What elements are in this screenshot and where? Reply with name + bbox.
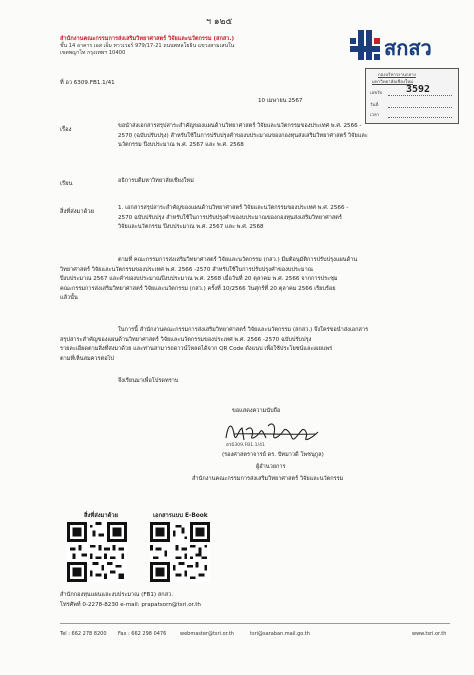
received-stamp — [365, 68, 459, 124]
enclosure-line-3: วิจัยและนวัตกรรม ปีงบประมาณ พ.ศ. 2567 และ พ.ศ. 2568 — [118, 224, 264, 231]
footer-email-saraban[interactable]: tsri@saraban.mail.go.th — [250, 631, 310, 637]
footer-email-webmaster[interactable]: webmaster@tsri.or.th — [180, 631, 234, 637]
footer-website[interactable]: www.tsri.or.th — [412, 631, 447, 637]
subject-line-3: นวัตกรรม ปีงบประมาณ พ.ศ. 2567 และ พ.ศ. 2568 — [118, 142, 244, 149]
stamp-received-label: เลขรับ — [370, 91, 383, 96]
enclosure-label: สิ่งที่ส่งมาด้วย — [60, 209, 95, 215]
closing-request: จึงเรียนมาเพื่อโปรดทราบ — [118, 378, 179, 384]
stamp-date-label: วันที่ — [370, 103, 379, 108]
ebook-label: เอกสารแบบ E-Book — [153, 513, 208, 519]
stamp-time-label: เวลา — [370, 113, 380, 118]
recipient: อธิการบดีมหาวิทยาลัยเชียงใหม่ — [118, 178, 194, 184]
signature-reference: อว6309.FB1.1/41 — [226, 443, 265, 448]
stamp-title-2: มหาวิทยาลัยเชียงใหม่ — [372, 80, 414, 85]
reference-number: ที่ อว 6309.FB1.1/41 — [60, 80, 115, 86]
handwritten-note: ฯ ๑๒๕ — [206, 17, 233, 27]
para2-line-4: ตามที่เห็นสมควรต่อไป — [60, 355, 114, 362]
para1-line-5: แล้วนั้น — [60, 295, 78, 302]
subject-line-2: 2570 (ฉบับปรับปรุง) สำหรับใช้ในการปรับปรุงคำของบประมาณของกองทุนส่งเสริมวิทยาศาสตร์ วิจัยและ — [118, 132, 368, 139]
enclosure-line-1: 1. เอกสารสรุปสาระสำคัญของแผนด้านวิทยาศาสตร์ วิจัยและนวัตกรรมของประเทศ พ.ศ. 2566 - — [118, 205, 349, 211]
closing: ขอแสดงความนับถือ — [232, 408, 281, 414]
qr-code-attachment-icon[interactable] — [67, 522, 127, 582]
address-line-2: เขตพญาไท กรุงเทพฯ 10400 — [60, 50, 126, 56]
letter-date: 10 เมษายน 2567 — [258, 98, 303, 104]
attachments-label: สิ่งที่ส่งมาด้วย — [84, 513, 119, 519]
subject-line-1: ขอนำส่งเอกสารสรุปสาระสำคัญของแผนด้านวิทยาศาสตร์ วิจัยและนวัตกรรมของประเทศ พ.ศ. 2566 - — [118, 123, 362, 129]
stamp-title-1: กองบริหารงานกลาง — [378, 73, 416, 78]
para2-line-3: รายละเอียดตามสิ่งที่ส่งมาด้วย และท่านสามารถดาวน์โหลดได้จาก QR Code ดังแนบ เพื่อใช้ประโยชน์และเผยแพร่ — [60, 346, 333, 353]
tsri-logo-icon — [350, 30, 380, 60]
qr-code-ebook-icon[interactable] — [150, 522, 210, 582]
footer-tel: Tel : 662 278 8200 — [60, 631, 107, 637]
footer-fax: Fax : 662 298 0476 — [118, 631, 167, 637]
para1-line-1: ตามที่ คณะกรรมการส่งเสริมวิทยาศาสตร์ วิจัยและนวัตกรรม (กสว.) มีมติอนุมัติการปรับปรุงแผนด้าน — [118, 257, 358, 263]
para1-line-2: วิทยาศาสตร์ วิจัยและนวัตกรรมของประเทศ พ.ศ. 2566 -2570 สำหรับใช้ในการปรับปรุงคำของบประมาณ — [60, 266, 313, 273]
signer-agency: สำนักงานคณะกรรมการส่งเสริมวิทยาศาสตร์ วิจัยและนวัตกรรม — [192, 476, 344, 482]
paragraph-1 — [60, 256, 460, 304]
to-label: เรียน — [60, 181, 73, 187]
address-line-1: ชั้น 14 อาคาร เอส เอ็ม ทาวเวอร์ 979/17-21 ถนนพหลโยธิน แขวงสามเสนใน — [60, 43, 235, 49]
footer-divider — [60, 623, 450, 624]
para2-line-2: สรุปสาระสำคัญของแผนด้านวิทยาศาสตร์ วิจัยและนวัตกรรมของประเทศ พ.ศ. 2566 -2570 ฉบับปรับปรุง — [60, 336, 312, 343]
logo-text: สกสว — [384, 36, 432, 60]
paragraph-2 — [60, 326, 460, 364]
subject-text — [118, 122, 458, 151]
stamp-received-number: 3592 — [406, 84, 431, 95]
contact-phone-email: โทรศัพท์ 0-2278-8230 e-mail: prapatsorn@tsri.or.th — [60, 602, 201, 608]
enclosure-text — [118, 204, 458, 233]
para1-line-3: ปีงบประมาณ 2567 และคำของบประมาณปีงบประมาณ พ.ศ. 2568 เมื่อวันที่ 20 ตุลาคม พ.ศ. 2566 จากการประชุม — [60, 276, 338, 283]
para2-line-1: ในการนี้ สำนักงานคณะกรรมการส่งเสริมวิทยาศาสตร์ วิจัยและนวัตกรรม (สกสว.) จึงใคร่ขอนำส่งเอกสาร — [118, 327, 369, 333]
agency-name: สำนักงานคณะกรรมการส่งเสริมวิทยาศาสตร์ วิจัยและนวัตกรรม (สกสว.) — [60, 36, 235, 42]
contact-department: สำนักกองทุนแผนและงบประมาณ (FB1) สกสว. — [60, 592, 174, 598]
enclosure-line-2: 2570 ฉบับปรับปรุง สำหรับใช้ในการปรับปรุงคำของบประมาณของกองทุนส่งเสริมวิทยาศาสตร์ — [118, 214, 342, 221]
signer-name: (รองศาสตราจารย์ ดร. ปัทมาวดี โพชนุกูล) — [222, 452, 324, 458]
para1-line-4: คณะกรรมการส่งเสริมวิทยาศาสตร์ วิจัยและนวัตกรรม (กสว.) ครั้งที่ 10/2566 วันศุกร์ที่ 20 ตุลาคม 2566 เรียบร้อย — [60, 285, 336, 292]
signer-title: ผู้อำนวยการ — [256, 464, 286, 470]
subject-label: เรื่อง — [60, 127, 72, 133]
